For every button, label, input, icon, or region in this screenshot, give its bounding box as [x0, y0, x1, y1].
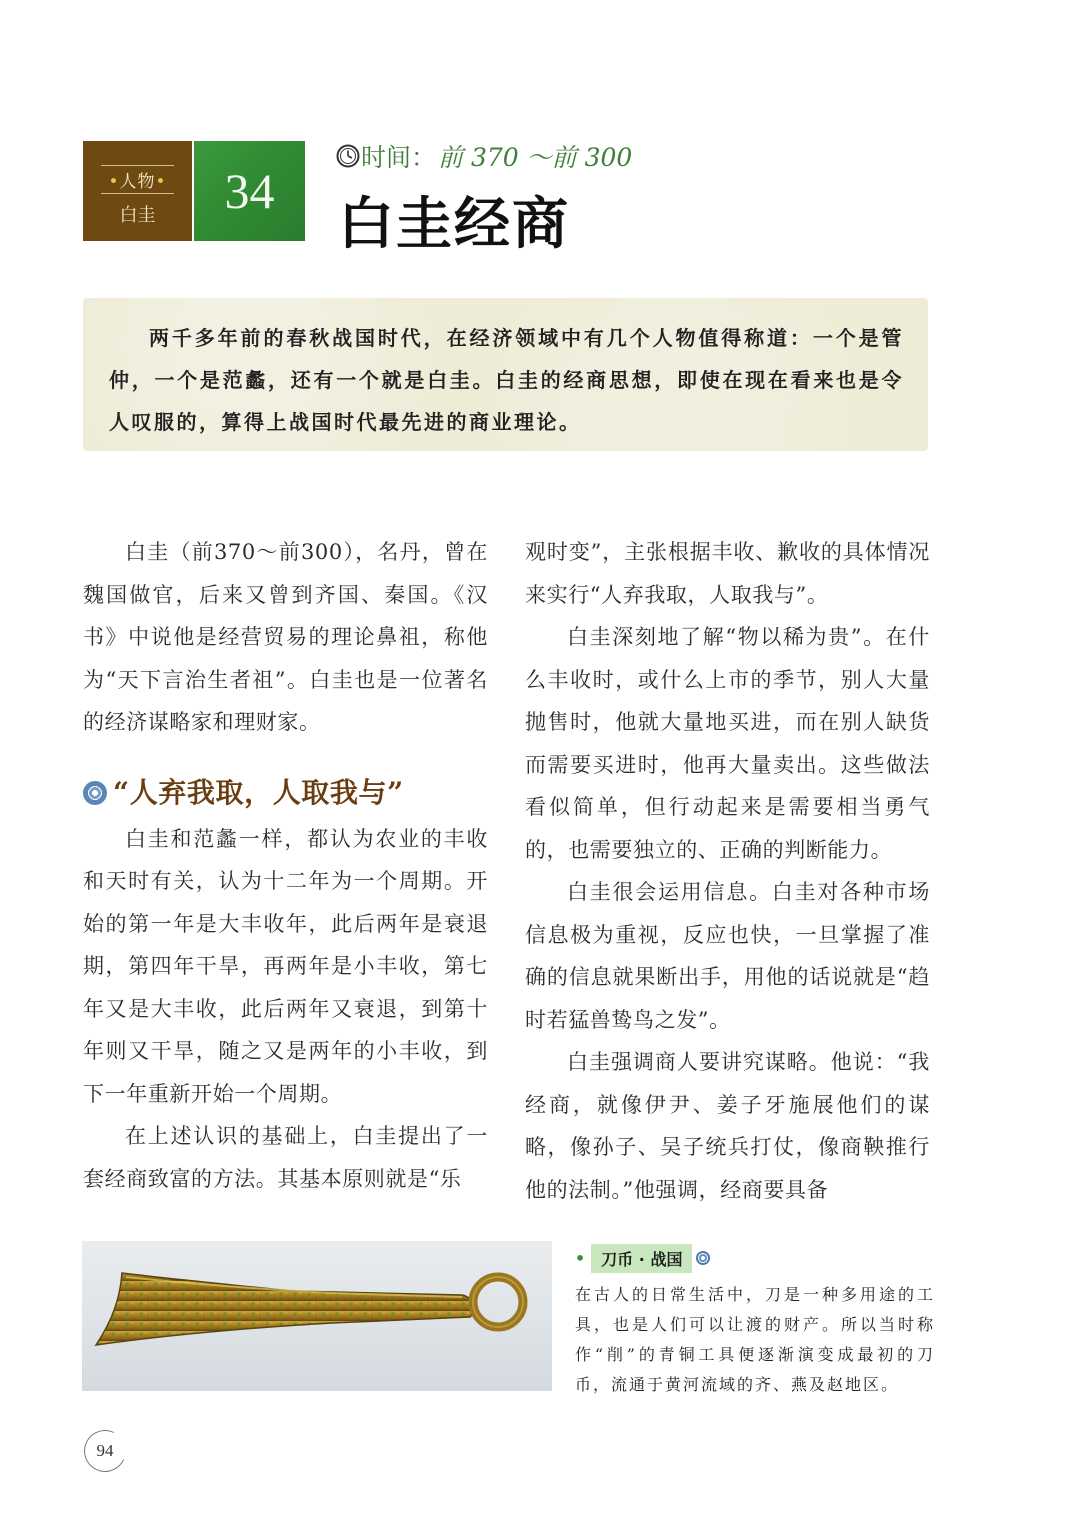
section-heading: [83, 774, 488, 812]
page-number-ring: [78, 1424, 132, 1478]
clock-icon: [335, 143, 361, 169]
bullet-icon: •: [575, 1248, 586, 1268]
paragraph: 观时变”，主张根据丰收、歉收的具体情况来实行“人弃我取，人取我与”。: [525, 540, 930, 607]
knife-coin-illustration: [82, 1241, 552, 1391]
paragraph: 白圭和范蠡一样，都认为农业的丰收和天时有关，认为十二年为一个周期。开始的第一年是大丰收年，此后两年是衰退期，第四年干旱，再两年是小丰收，第七年又是大丰收，此后两年又衰退，到第十年则又干旱，随之又是两年的小丰收，到下一年重新开始一个周期。: [83, 826, 488, 1106]
intro-text: 两千多年前的春秋战国时代，在经济领域中有几个人物值得称道：一个是管仲，一个是范蠡，还有一个就是白圭。白圭的经商思想，即使在现在看来也是令人叹服的，算得上战国时代最先进的商业理论。: [109, 326, 904, 434]
category-label: •人物•: [101, 165, 174, 194]
right-column: [525, 531, 930, 1211]
person-name: 白圭: [119, 205, 156, 226]
flower-icon: [696, 1251, 710, 1265]
chapter-number: 34: [194, 141, 305, 241]
caption-text: 在古人的日常生活中，刀是一种多用途的工具，也是人们可以让渡的财产。所以当时称作“削”的青铜工具便逐渐演变成最初的刀币，流通于黄河流域的齐、燕及赵地区。: [575, 1285, 935, 1394]
flower-icon: [83, 781, 107, 805]
paragraph: 白圭很会运用信息。白圭对各种市场信息极为重视，反应也快，一旦掌握了准确的信息就果断出手，用他的话说就是“趋时若猛兽鸷鸟之发”。: [525, 880, 930, 1032]
time-line: [335, 140, 632, 172]
intro-box: [83, 298, 928, 451]
paragraph: 在上述认识的基础上，白圭提出了一套经商致富的方法。其基本原则就是“乐: [83, 1124, 488, 1191]
category-badge: [83, 141, 192, 241]
paragraph: 白圭（前370～前300），名丹，曾在魏国做官，后来又曾到齐国、秦国。《汉书》中说他是经营贸易的理论鼻祖，称他为“天下言治生者祖”。白圭也是一位著名的经济谋略家和理财家。: [83, 540, 488, 734]
left-column: [83, 531, 488, 1200]
page-number: [84, 1430, 126, 1472]
paragraph: 白圭深刻地了解“物以稀为贵”。在什么丰收时，或什么上市的季节，别人大量抛售时，他就大量地买进，而在别人缺货而需要买进时，他再大量卖出。这些做法看似简单，但行动起来是需要相当勇气的，也需要独立的、正确的判断能力。: [525, 625, 930, 862]
time-value: 前 370 ～前 300: [438, 143, 633, 172]
page-title: 白圭经商: [338, 191, 570, 257]
knife-coin-image: [82, 1241, 552, 1391]
caption-label: [575, 1244, 710, 1272]
page-number-text: 94: [96, 1441, 114, 1460]
section-heading-text: “人弃我取，人取我与”: [113, 775, 404, 809]
paragraph: 白圭强调商人要讲究谋略。他说：“我经商，就像伊尹、姜子牙施展他们的谋略，像孙子、吴子统兵打仗，像商鞅推行他的法制。”他强调，经商要具备: [525, 1050, 930, 1202]
time-label: 时间：: [361, 143, 437, 172]
caption-label-text: 刀币 · 战国: [591, 1244, 692, 1273]
